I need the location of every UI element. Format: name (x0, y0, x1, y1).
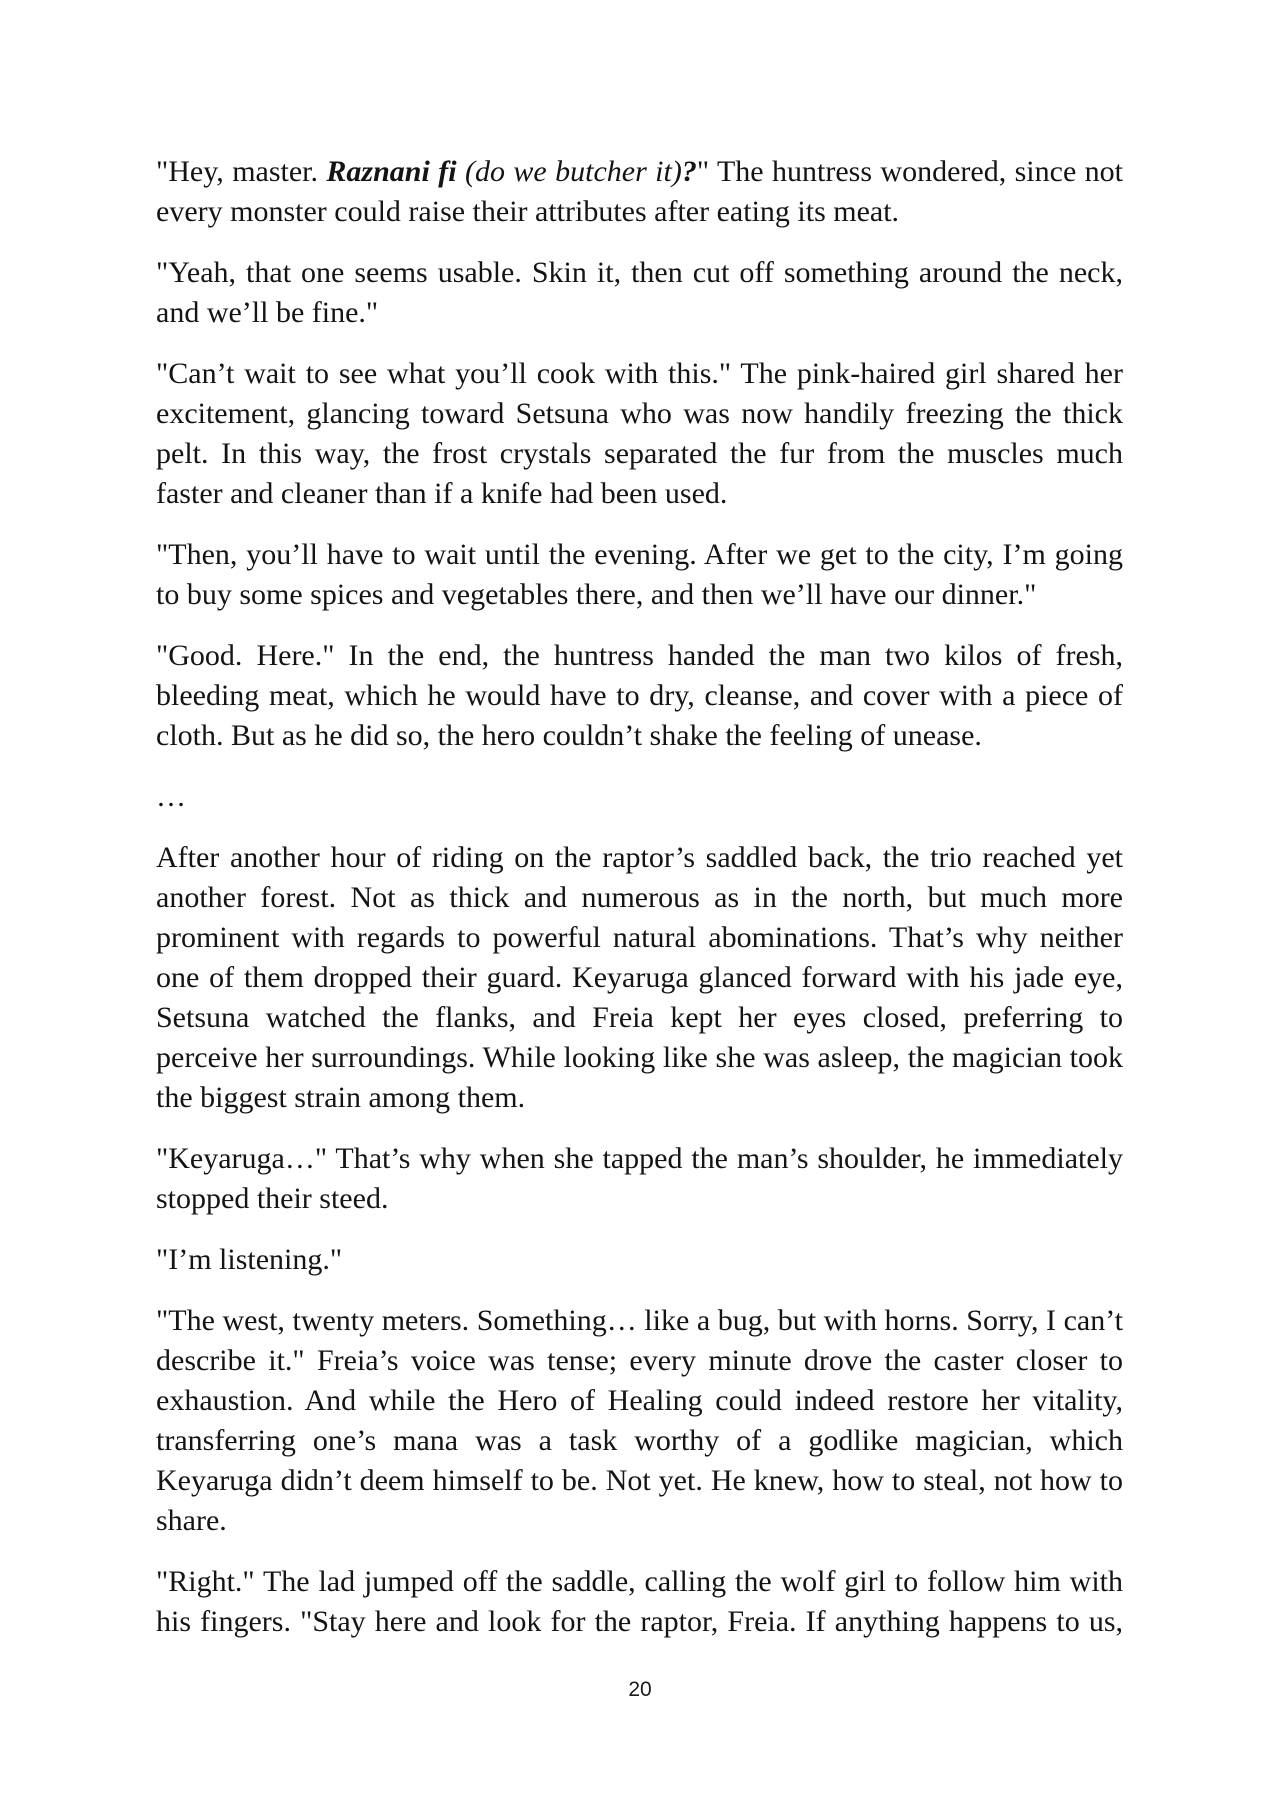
paragraph-8: "Keyaruga…" That’s why when she tapped the man’s shoulder, he immediately stopped their steed. (156, 1142, 1123, 1215)
body-text (156, 152, 1123, 1663)
paragraph-1-lead: "Hey, master. (156, 155, 327, 188)
paragraph-11: "Right." The lad jumped off the saddle, calling the wolf girl to follow him with his fingers. "Stay here and look for the raptor, Freia. If anything happens to us, (156, 1565, 1123, 1638)
paragraph-10: "The west, twenty meters. Something… like a bug, but with horns. Sorry, I can’t describe it." Freia’s voice was tense; every minute drove the caster closer to exhaustion. And while the Hero of Healing could indeed restore her vitality, transferring one’s mana was a task worthy of a godlike magician, which Keyaruga didn’t deem himself to be. Not yet. He knew, how to steal, not how to share. (156, 1304, 1123, 1537)
paragraph-9: "I’m listening." (156, 1243, 343, 1276)
question-mark: ? (681, 155, 697, 188)
scene-break: … (156, 780, 186, 813)
translation-gloss: (do we butcher it) (456, 155, 682, 188)
paragraph-7: After another hour of riding on the raptor’s saddled back, the trio reached yet another forest. Not as thick and numerous as in the north, but much more prominent with regards to powerful natural abominations. That’s why neither one of them dropped their guard. Keyaruga glanced forward with his jade eye, Setsuna watched the flanks, and Freia kept her eyes closed, preferring to perceive her surroundings. While looking like she was asleep, the magician took the biggest strain among them. (156, 841, 1123, 1114)
page-number: 20 (628, 1678, 652, 1701)
paragraph-1 (156, 152, 1123, 232)
paragraph-3: "Can’t wait to see what you’ll cook with this." The pink-haired girl shared her excitement, glancing toward Setsuna who was now handily freezing the thick pelt. In this way, the frost crystals separated the fur from the muscles much faster and cleaner than if a knife had been used. (156, 357, 1123, 510)
paragraph-2: "Yeah, that one seems usable. Skin it, then cut off something around the neck, and we’ll be fine." (156, 256, 1123, 329)
paragraph-5: "Good. Here." In the end, the huntress handed the man two kilos of fresh, bleeding meat, which he would have to dry, cleanse, and cover with a piece of cloth. But as he did so, the hero couldn’t shake the feeling of unease. (156, 639, 1123, 752)
foreign-term: Raznani fi (326, 155, 457, 188)
paragraph-1-rest: " The huntress wondered, since not every monster could raise their attributes after eating its meat. (156, 155, 1124, 228)
paragraph-4: "Then, you’ll have to wait until the evening. After we get to the city, I’m going to buy some spices and vegetables there, and then we’ll have our dinner." (156, 538, 1123, 611)
